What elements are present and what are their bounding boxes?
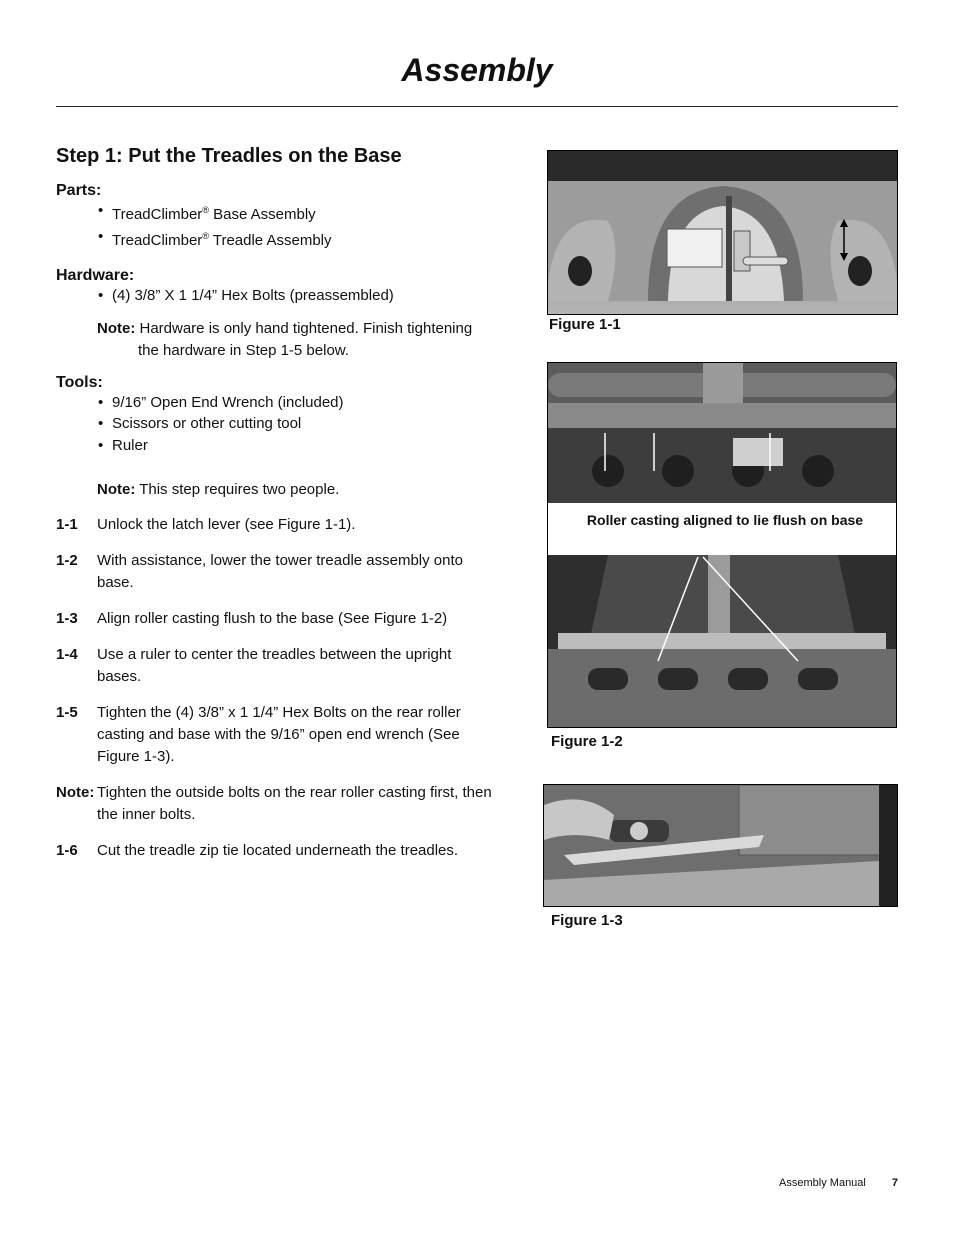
- hardware-list: [56, 285, 496, 307]
- step-1-6: 1-6 Cut the treadle zip tie located underneath the treadles.: [56, 842, 459, 859]
- list-item: • 9/16” Open End Wrench (included): [56, 392, 496, 414]
- title-divider: [56, 106, 898, 107]
- list-item: • TreadClimber® Treadle Assembly: [56, 226, 496, 252]
- step-1-3: 1-3 Align roller casting flush to the base (See Figure 1-2): [56, 610, 448, 627]
- footer-label: Assembly Manual: [779, 1177, 866, 1189]
- tools-note: Note: This step requires two people.: [97, 481, 340, 498]
- figure-1-3-caption: Figure 1-3: [551, 912, 623, 929]
- figure-1-1-photo: [547, 150, 898, 315]
- figure-1-2-callout: Roller casting aligned to lie flush on base: [586, 512, 864, 528]
- tools-heading: Tools:: [56, 373, 103, 391]
- page-title: Assembly: [401, 52, 553, 88]
- figure-1-2-photo: [547, 362, 897, 728]
- list-item: • Scissors or other cutting tool: [56, 413, 496, 435]
- step-1-4: 1-4 Use a ruler to center the treadles between the upright bases.: [56, 646, 452, 685]
- figure-1-3-photo: [543, 784, 898, 907]
- hardware-note: Note: Hardware is only hand tightened. Finish tightening the hardware in Step 1-5 below.: [97, 319, 473, 359]
- list-item: • Ruler: [56, 435, 496, 457]
- page-footer: [779, 1177, 898, 1189]
- figure-1-1-caption: Figure 1-1: [549, 316, 621, 333]
- tools-list: [56, 392, 496, 457]
- step-1-2: 1-2 With assistance, lower the tower treadle assembly onto base.: [56, 552, 463, 591]
- parts-list: [56, 200, 496, 251]
- list-item: • TreadClimber® Base Assembly: [56, 200, 496, 226]
- step-title: Step 1: Put the Treadles on the Base: [56, 145, 402, 167]
- hardware-heading: Hardware:: [56, 267, 135, 284]
- parts-heading: Parts:: [56, 182, 102, 199]
- step-1-5: 1-5 Tighten the (4) 3/8” x 1 1/4” Hex Bolts on the rear roller casting and base with the 9/16” open end wrench (See Figure 1-3).: [56, 704, 461, 765]
- figure-1-2-caption: Figure 1-2: [551, 733, 623, 750]
- page-number: 7: [891, 1177, 898, 1189]
- list-item: • (4) 3/8” X 1 1/4” Hex Bolts (preassembled): [56, 285, 496, 307]
- instructions-column: [56, 145, 496, 862]
- step-1-1: 1-1 Unlock the latch lever (see Figure 1-1).: [56, 516, 356, 533]
- final-note: Note: Tighten the outside bolts on the rear roller casting first, then the inner bolts.: [56, 784, 492, 823]
